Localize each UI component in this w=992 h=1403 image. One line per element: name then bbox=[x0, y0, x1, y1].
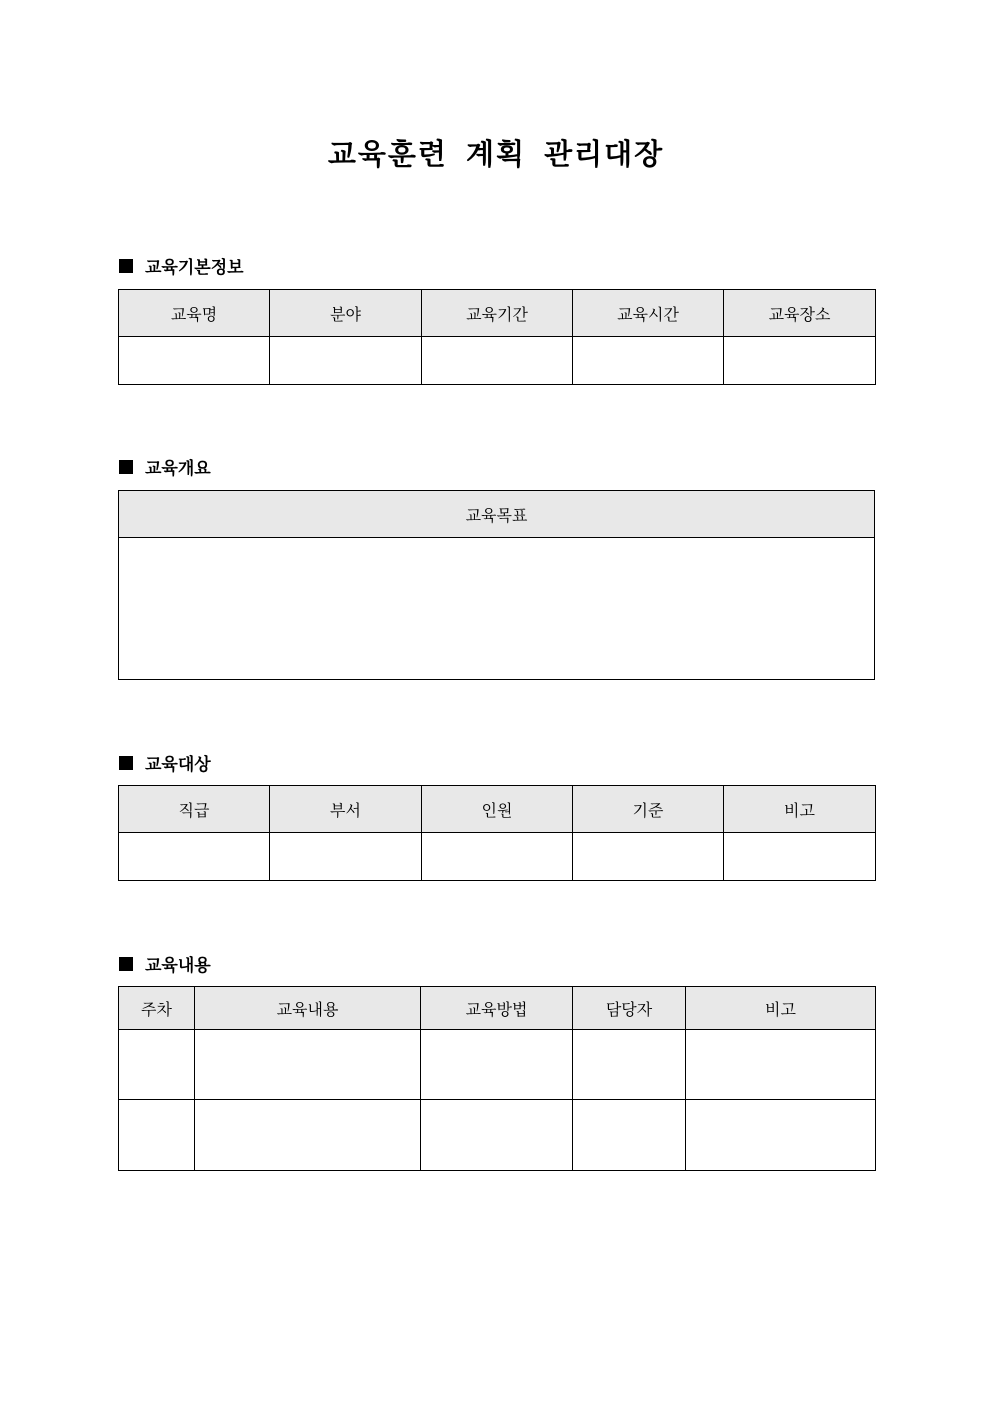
section-heading-label: 교육내용 bbox=[145, 956, 211, 976]
input-cell-department[interactable] bbox=[270, 833, 422, 881]
table-row bbox=[119, 538, 875, 680]
header-cell-content: 교육내용 bbox=[195, 987, 421, 1030]
input-cell-rank[interactable] bbox=[119, 833, 270, 881]
table-header-row bbox=[119, 290, 876, 337]
table-header-row bbox=[119, 786, 876, 833]
table-row bbox=[119, 1100, 876, 1171]
input-cell-remarks[interactable] bbox=[686, 1030, 876, 1100]
header-cell-hours: 교육시간 bbox=[573, 290, 724, 337]
square-bullet-icon bbox=[119, 756, 133, 770]
input-cell-week[interactable] bbox=[119, 1100, 195, 1171]
section-heading-content bbox=[119, 951, 211, 976]
header-cell-week: 주차 bbox=[119, 987, 195, 1030]
header-cell-objective: 교육목표 bbox=[119, 491, 875, 538]
table-row bbox=[119, 1030, 876, 1100]
header-cell-location: 교육장소 bbox=[724, 290, 876, 337]
section-heading-label: 교육개요 bbox=[145, 459, 211, 479]
target-table bbox=[118, 785, 876, 881]
input-cell-remarks[interactable] bbox=[686, 1100, 876, 1171]
header-cell-instructor: 담당자 bbox=[573, 987, 686, 1030]
section-heading-label: 교육대상 bbox=[145, 755, 211, 775]
table-header-row bbox=[119, 987, 876, 1030]
input-cell-week[interactable] bbox=[119, 1030, 195, 1100]
input-cell-content[interactable] bbox=[195, 1030, 421, 1100]
input-cell-field[interactable] bbox=[270, 337, 422, 385]
input-cell-instructor[interactable] bbox=[573, 1030, 686, 1100]
header-cell-course-name: 교육명 bbox=[119, 290, 270, 337]
input-cell-course-name[interactable] bbox=[119, 337, 270, 385]
input-cell-location[interactable] bbox=[724, 337, 876, 385]
header-cell-period: 교육기간 bbox=[422, 290, 573, 337]
input-cell-method[interactable] bbox=[421, 1030, 573, 1100]
header-cell-remarks: 비고 bbox=[724, 786, 876, 833]
header-cell-criteria: 기준 bbox=[573, 786, 724, 833]
header-cell-remarks: 비고 bbox=[686, 987, 876, 1030]
header-cell-rank: 직급 bbox=[119, 786, 270, 833]
page-title: 교육훈련 계획 관리대장 bbox=[327, 137, 665, 171]
input-cell-objective[interactable] bbox=[119, 538, 875, 680]
square-bullet-icon bbox=[119, 957, 133, 971]
input-cell-instructor[interactable] bbox=[573, 1100, 686, 1171]
section-heading-overview bbox=[119, 454, 211, 479]
table-header-row bbox=[119, 491, 875, 538]
basic-info-table bbox=[118, 289, 876, 385]
section-heading-target bbox=[119, 750, 211, 775]
input-cell-content[interactable] bbox=[195, 1100, 421, 1171]
content-table bbox=[118, 986, 876, 1171]
square-bullet-icon bbox=[119, 259, 133, 273]
overview-table bbox=[118, 490, 875, 680]
input-cell-remarks[interactable] bbox=[724, 833, 876, 881]
header-cell-method: 교육방법 bbox=[421, 987, 573, 1030]
table-row bbox=[119, 833, 876, 881]
header-cell-headcount: 인원 bbox=[422, 786, 573, 833]
input-cell-headcount[interactable] bbox=[422, 833, 573, 881]
section-heading-label: 교육기본정보 bbox=[145, 258, 244, 278]
header-cell-department: 부서 bbox=[270, 786, 422, 833]
section-heading-basic-info bbox=[119, 253, 244, 278]
input-cell-criteria[interactable] bbox=[573, 833, 724, 881]
input-cell-hours[interactable] bbox=[573, 337, 724, 385]
input-cell-method[interactable] bbox=[421, 1100, 573, 1171]
header-cell-field: 분야 bbox=[270, 290, 422, 337]
table-row bbox=[119, 337, 876, 385]
square-bullet-icon bbox=[119, 460, 133, 474]
input-cell-period[interactable] bbox=[422, 337, 573, 385]
